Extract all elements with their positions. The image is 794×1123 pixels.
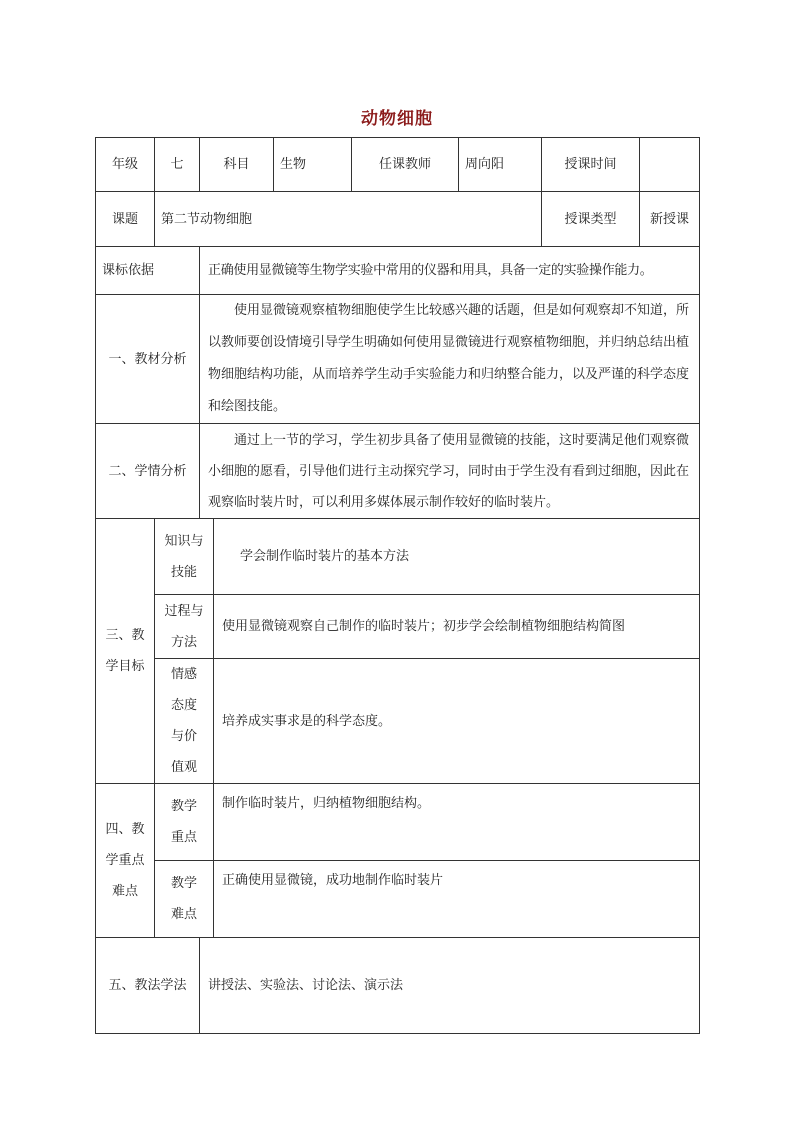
goal-row-attitude <box>96 659 700 784</box>
keypoint-difficulty-text: 正确使用显微镜，成功地制作临时装片 <box>214 861 700 938</box>
material-label: 一、教材分析 <box>96 295 200 424</box>
goal-attitude-label: 情感态度与价值观 <box>155 659 214 784</box>
goal-row-knowledge <box>96 519 700 595</box>
students-text: 通过上一节的学习，学生初步具备了使用显微镜的技能，这时要满足他们观察微小细胞的愿看，引导他们进行主动探究学习，同时由于学生没有看到过细胞，因此在观察临时装片时，可以利用多媒体展示制作较好的临时装片。 <box>200 424 700 519</box>
lesson-type-label: 授课类型 <box>542 192 640 247</box>
goal-knowledge-text: 学会制作临时装片的基本方法 <box>214 519 700 595</box>
goal-process-text: 使用显微镜观察自己制作的临时装片；初步学会绘制植物细胞结构简图 <box>214 595 700 659</box>
topic-value: 第二节动物细胞 <box>155 192 542 247</box>
grade-label: 年级 <box>96 138 155 192</box>
methods-label: 五、教法学法 <box>96 938 200 1034</box>
teacher-label: 任课教师 <box>352 138 459 192</box>
topic-label: 课题 <box>96 192 155 247</box>
students-row <box>96 424 700 519</box>
teacher-value: 周向阳 <box>459 138 542 192</box>
keypoint-row-focus <box>96 784 700 861</box>
methods-row <box>96 938 700 1034</box>
keypoints-label: 四、教学重点难点 <box>96 784 155 938</box>
material-text: 使用显微镜观察植物细胞使学生比较感兴趣的话题，但是如何观察却不知道，所以教师要创设情境引导学生明确如何使用显微镜进行观察植物细胞，并归纳总结出植物细胞结构功能，从而培养学生动手实验能力和归纳整合能力，以及严谨的科学态度和绘图技能。 <box>200 295 700 424</box>
lesson-type-value: 新授课 <box>640 192 700 247</box>
time-label: 授课时间 <box>542 138 640 192</box>
keypoint-difficulty-label: 教学难点 <box>155 861 214 938</box>
header-row <box>96 138 700 192</box>
keypoint-focus-label: 教学重点 <box>155 784 214 861</box>
goal-knowledge-label: 知识与技能 <box>155 519 214 595</box>
time-value <box>640 138 700 192</box>
standard-text: 正确使用显微镜等生物学实验中常用的仪器和用具，具备一定的实验操作能力。 <box>200 247 700 295</box>
goal-row-process <box>96 595 700 659</box>
keypoint-row-difficulty <box>96 861 700 938</box>
goal-attitude-text: 培养成实事求是的科学态度。 <box>214 659 700 784</box>
subject-label: 科目 <box>200 138 274 192</box>
grade-value: 七 <box>155 138 200 192</box>
methods-text: 讲授法、实验法、讨论法、演示法 <box>200 938 700 1034</box>
material-row <box>96 295 700 424</box>
goals-label: 三、教学目标 <box>96 519 155 784</box>
topic-row <box>96 192 700 247</box>
page-title: 动物细胞 <box>361 109 433 129</box>
keypoint-focus-text: 制作临时装片，归纳植物细胞结构。 <box>214 784 700 861</box>
standard-row <box>96 247 700 295</box>
subject-value: 生物 <box>274 138 352 192</box>
lesson-plan-table <box>95 137 700 1034</box>
students-label: 二、学情分析 <box>96 424 200 519</box>
goal-process-label: 过程与方法 <box>155 595 214 659</box>
standard-label: 课标依据 <box>96 247 200 295</box>
